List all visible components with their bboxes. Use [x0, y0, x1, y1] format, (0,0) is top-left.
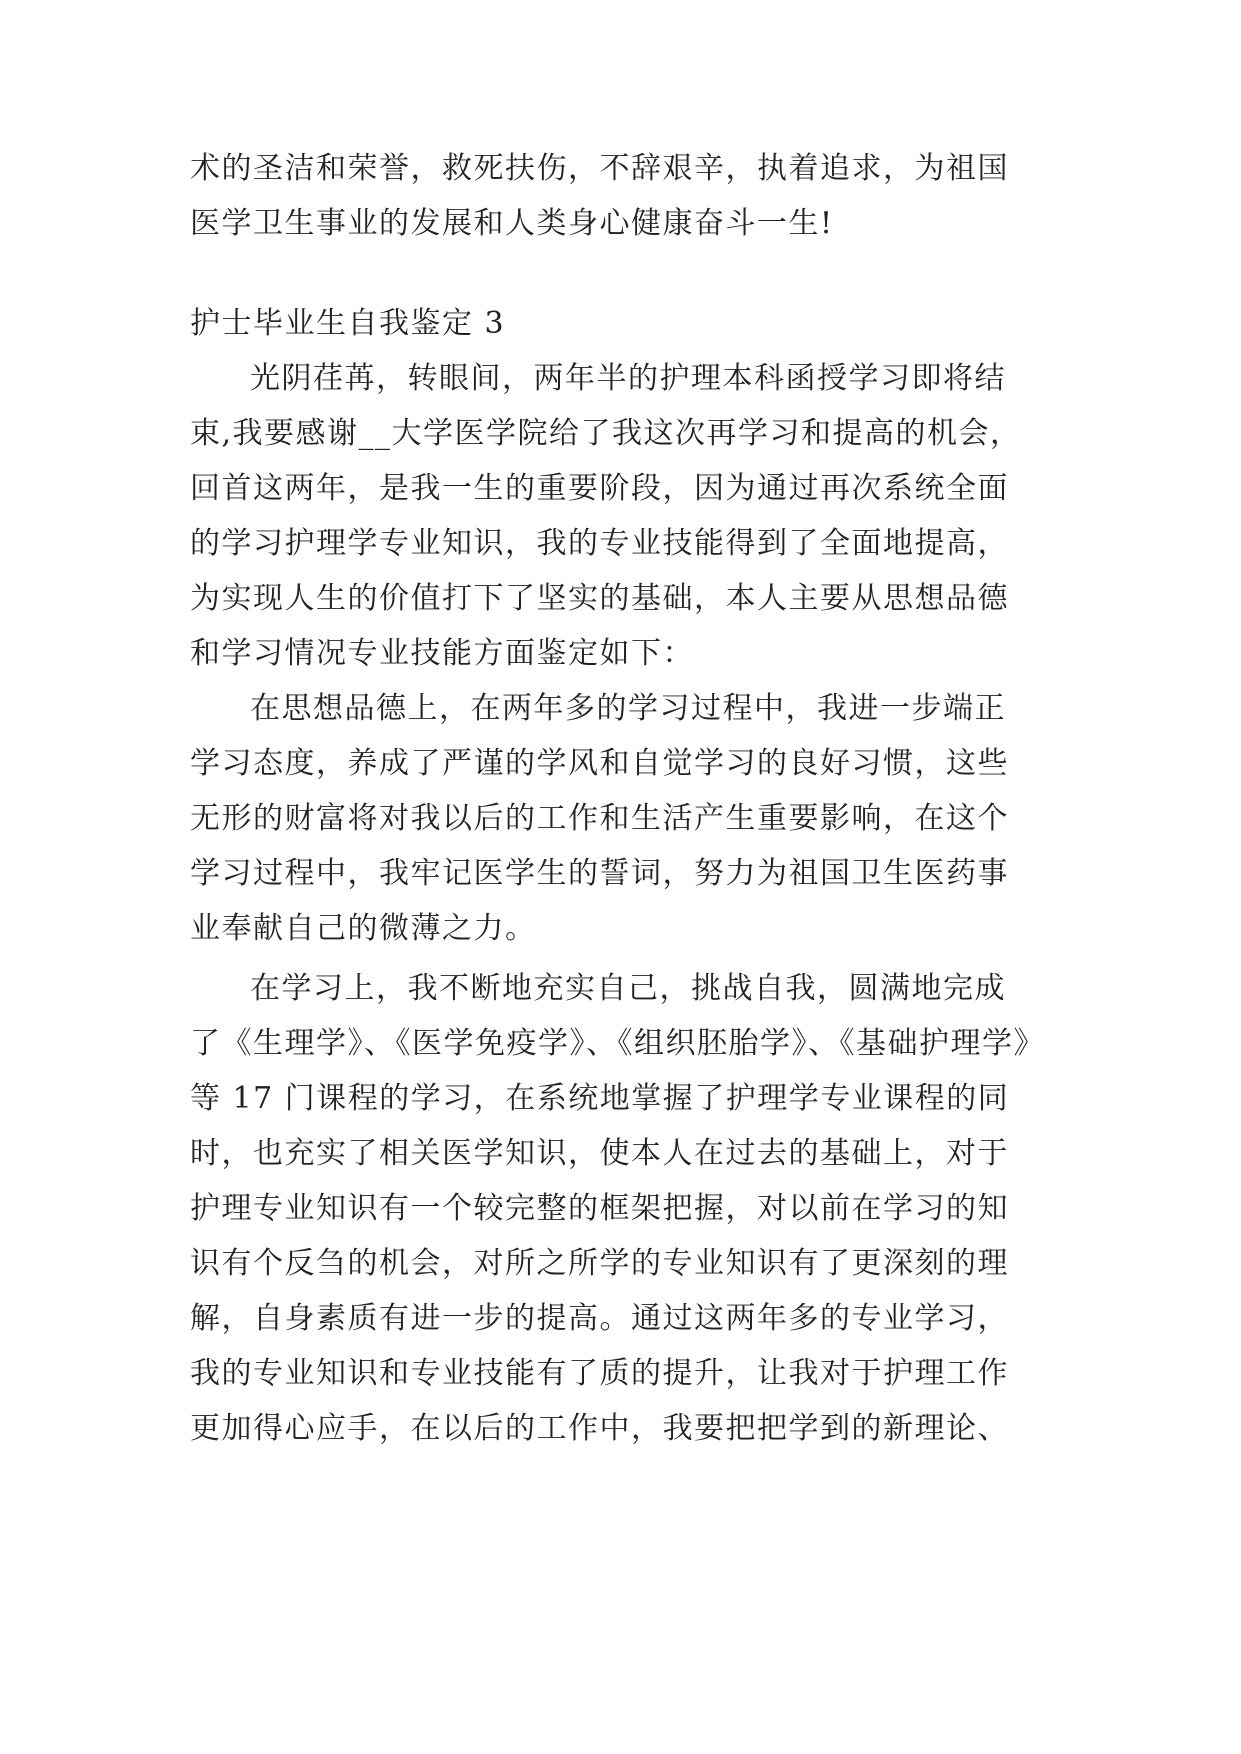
- paragraph3-line-4: 时，也充实了相关医学知识，使本人在过去的基础上，对于: [190, 1136, 1009, 1171]
- paragraph1-line-1: 光阴荏苒，转眼间，两年半的护理本科函授学习即将结: [250, 361, 1006, 396]
- paragraph1-line-4: 的学习护理学专业知识，我的专业技能得到了全面地提高，: [190, 526, 1009, 561]
- paragraph1-line-6: 和学习情况专业技能方面鉴定如下：: [190, 636, 694, 671]
- paragraph1-line-2: 束,我要感谢__大学医学院给了我这次再学习和提高的机会，: [190, 416, 1022, 451]
- paragraph3-line-1: 在学习上，我不断地充实自己，挑战自我，圆满地完成: [250, 971, 1006, 1006]
- intro-line-2: 医学卫生事业的发展和人类身心健康奋斗一生!: [190, 206, 834, 241]
- paragraph3-line-5: 护理专业知识有一个较完整的框架把握，对以前在学习的知: [190, 1191, 1009, 1226]
- paragraph2-line-3: 无形的财富将对我以后的工作和生活产生重要影响，在这个: [190, 801, 1009, 836]
- paragraph3-line-8: 我的专业知识和专业技能有了质的提升，让我对于护理工作: [190, 1356, 1009, 1391]
- paragraph2-line-5: 业奉献自己的微薄之力。: [190, 911, 537, 946]
- section-heading: 护士毕业生自我鉴定 3: [190, 306, 506, 341]
- paragraph1-line-3: 回首这两年，是我一生的重要阶段，因为通过再次系统全面: [190, 471, 1009, 506]
- paragraph3-line-2: 了《生理学》、《医学免疫学》、《组织胚胎学》、《基础护理学》: [190, 1026, 1045, 1061]
- paragraph3-line-3: 等 17 门课程的学习，在系统地掌握了护理学专业课程的同: [190, 1081, 1010, 1116]
- intro-line-1: 术的圣洁和荣誉，救死扶伤，不辞艰辛，执着追求，为祖国: [190, 151, 1009, 186]
- paragraph1-line-5: 为实现人生的价值打下了坚实的基础，本人主要从思想品德: [190, 581, 1009, 616]
- paragraph3-line-6: 识有个反刍的机会，对所之所学的专业知识有了更深刻的理: [190, 1246, 1009, 1281]
- paragraph2-line-1: 在思想品德上，在两年多的学习过程中，我进一步端正: [250, 691, 1006, 726]
- paragraph3-line-7: 解，自身素质有进一步的提高。通过这两年多的专业学习，: [190, 1301, 1009, 1336]
- paragraph3-line-9: 更加得心应手，在以后的工作中，我要把把学到的新理论、: [190, 1411, 1009, 1446]
- paragraph2-line-4: 学习过程中，我牢记医学生的誓词，努力为祖国卫生医药事: [190, 856, 1009, 891]
- paragraph2-line-2: 学习态度，养成了严谨的学风和自觉学习的良好习惯，这些: [190, 746, 1009, 781]
